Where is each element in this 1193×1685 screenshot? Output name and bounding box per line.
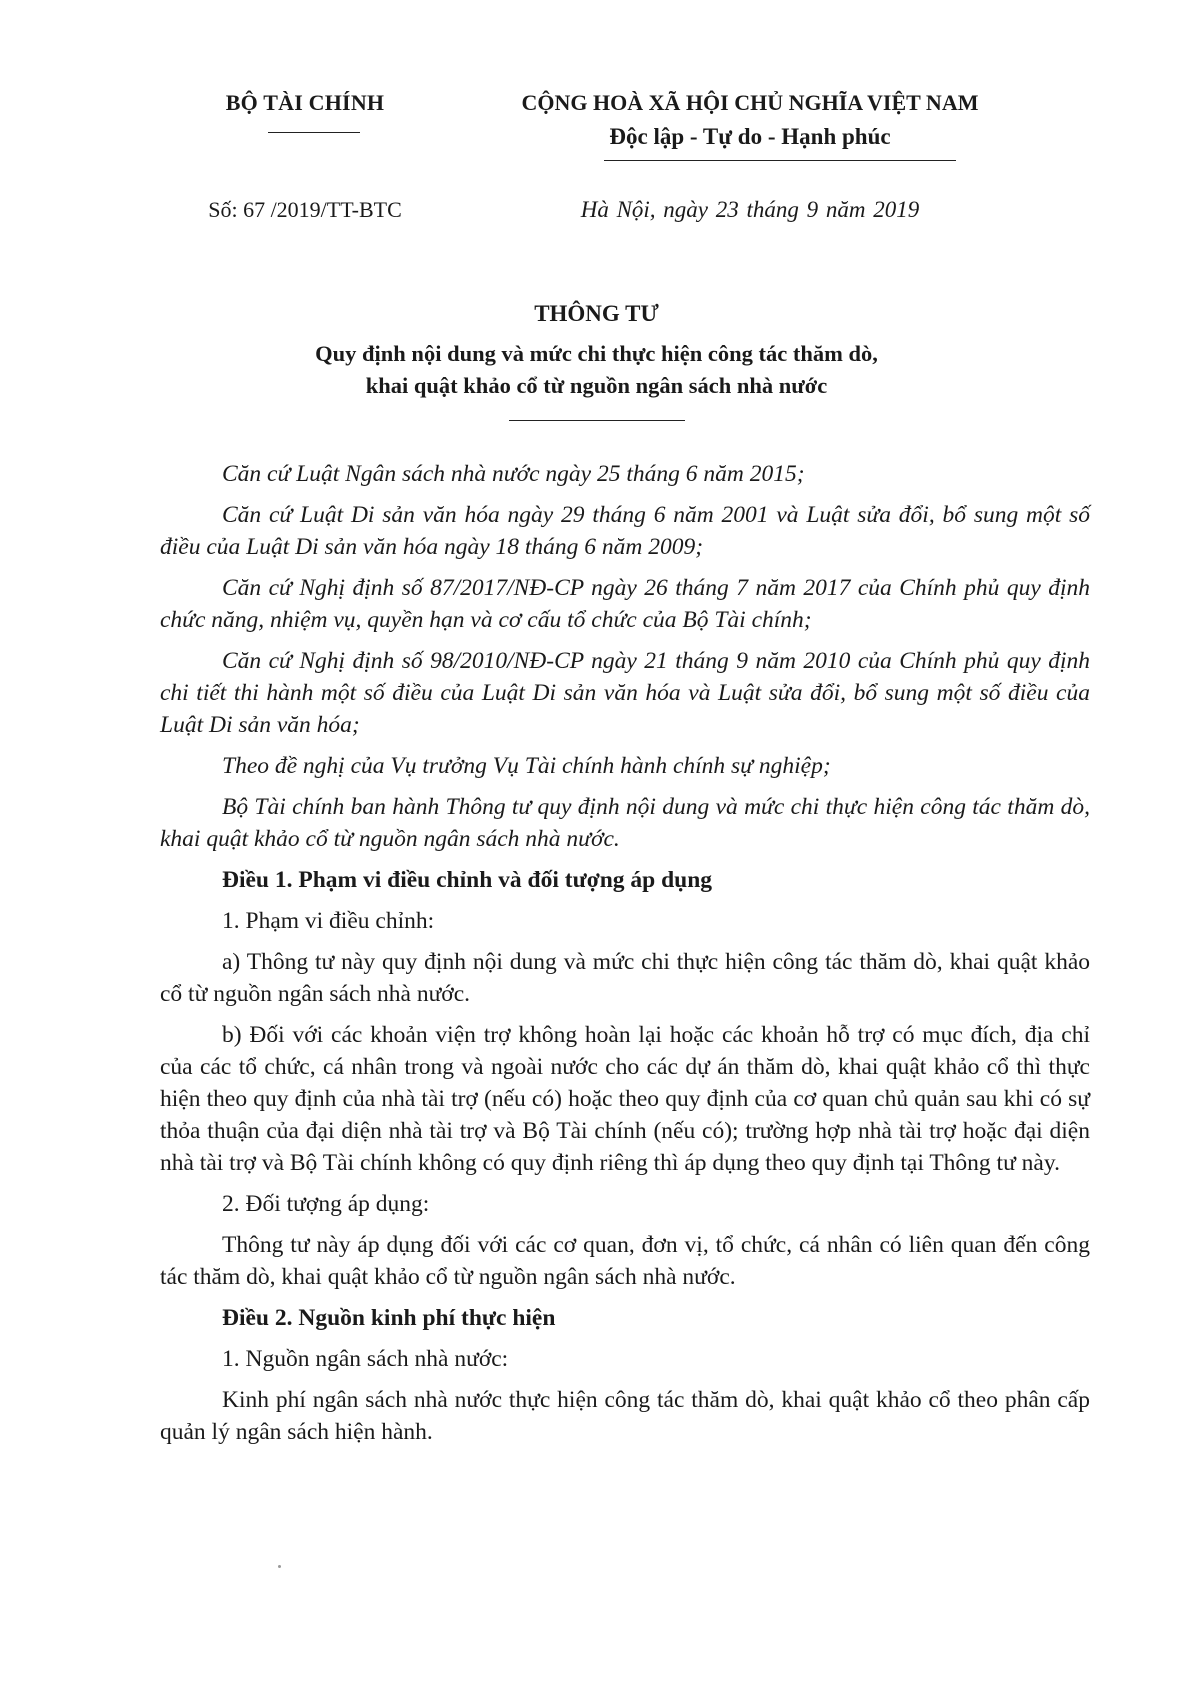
article-1-clause-2-title: 2. Đối tượng áp dụng: [222, 1191, 430, 1217]
agency-underline [268, 132, 360, 133]
document-body [160, 458, 1090, 1457]
document-type: THÔNG TƯ [534, 301, 659, 326]
issuing-agency: BỘ TÀI CHÍNH [225, 90, 385, 115]
document-number: Số: 67 /2019/TT-BTC [208, 197, 402, 222]
document-title-block [0, 298, 1193, 421]
preamble-paragraph: Căn cứ Luật Di sản văn hóa ngày 29 tháng 6 năm 2001 và Luật sửa đổi, bổ sung một số điều của Luật Di sản văn hóa ngày 18 tháng 6 năm 2009; [160, 502, 1090, 560]
title-divider [509, 420, 685, 421]
place-and-date: Hà Nội, ngày 23 tháng 9 năm 2019 [580, 197, 920, 222]
document-subject [0, 338, 1193, 402]
article-2-clause-1-text: Kinh phí ngân sách nhà nước thực hiện công tác thăm dò, khai quật khảo cổ theo phân cấp quản lý ngân sách hiện hành. [160, 1387, 1090, 1445]
preamble-paragraph: Căn cứ Nghị định số 98/2010/NĐ-CP ngày 21 tháng 9 năm 2010 của Chính phủ quy định chi tiết thi hành một số điều của Luật Di sản văn hóa và Luật sửa đổi, bổ sung một số điều của Luật Di sản văn hóa; [160, 648, 1090, 738]
motto-underline [604, 160, 956, 161]
preamble-paragraph: Bộ Tài chính ban hành Thông tư quy định nội dung và mức chi thực hiện công tác thăm dò, khai quật khảo cổ từ nguồn ngân sách nhà nước. [160, 794, 1090, 852]
national-title: CỘNG HOÀ XÃ HỘI CHỦ NGHĨA VIỆT NAM [521, 90, 979, 115]
article-1-clause-1-b: b) Đối với các khoản viện trợ không hoàn lại hoặc các khoản hỗ trợ có mục đích, địa chỉ của các tổ chức, cá nhân trong và ngoài nước cho các dự án thăm dò, khai quật khảo cổ thì thực hiện theo quy định của nhà tài trợ (nếu có) hoặc theo quy định của cơ quan chủ quản sau khi có sự thỏa thuận của đại diện nhà tài trợ và Bộ Tài chính (nếu có); trường hợp nhà tài trợ hoặc đại diện nhà tài trợ và Bộ Tài chính không có quy định riêng thì áp dụng theo quy định tại Thông tư này. [160, 1022, 1090, 1176]
scan-speck [278, 1565, 281, 1568]
preamble-paragraph: Căn cứ Nghị định số 87/2017/NĐ-CP ngày 26 tháng 7 năm 2017 của Chính phủ quy định chức năng, nhiệm vụ, quyền hạn và cơ cấu tổ chức của Bộ Tài chính; [160, 575, 1090, 633]
subject-line-1: Quy định nội dung và mức chi thực hiện công tác thăm dò, [315, 341, 878, 366]
article-1-clause-1-title: 1. Phạm vi điều chỉnh: [222, 908, 435, 934]
preamble-paragraph: Căn cứ Luật Ngân sách nhà nước ngày 25 tháng 6 năm 2015; [222, 461, 805, 487]
national-motto: Độc lập - Tự do - Hạnh phúc [609, 124, 891, 149]
article-1-heading: Điều 1. Phạm vi điều chỉnh và đối tượng áp dụng [222, 867, 713, 893]
article-1-clause-1-a: a) Thông tư này quy định nội dung và mức chi thực hiện công tác thăm dò, khai quật khảo cổ từ nguồn ngân sách nhà nước. [160, 949, 1090, 1007]
article-1-clause-2-text: Thông tư này áp dụng đối với các cơ quan, đơn vị, tổ chức, cá nhân có liên quan đến công tác thăm dò, khai quật khảo cổ từ nguồn ngân sách nhà nước. [160, 1232, 1090, 1290]
article-2-heading: Điều 2. Nguồn kinh phí thực hiện [222, 1305, 556, 1331]
subject-line-2: khai quật khảo cổ từ nguồn ngân sách nhà nước [365, 373, 828, 398]
article-2-clause-1-title: 1. Nguồn ngân sách nhà nước: [222, 1346, 509, 1372]
preamble-paragraph: Theo đề nghị của Vụ trưởng Vụ Tài chính hành chính sự nghiệp; [222, 753, 831, 779]
